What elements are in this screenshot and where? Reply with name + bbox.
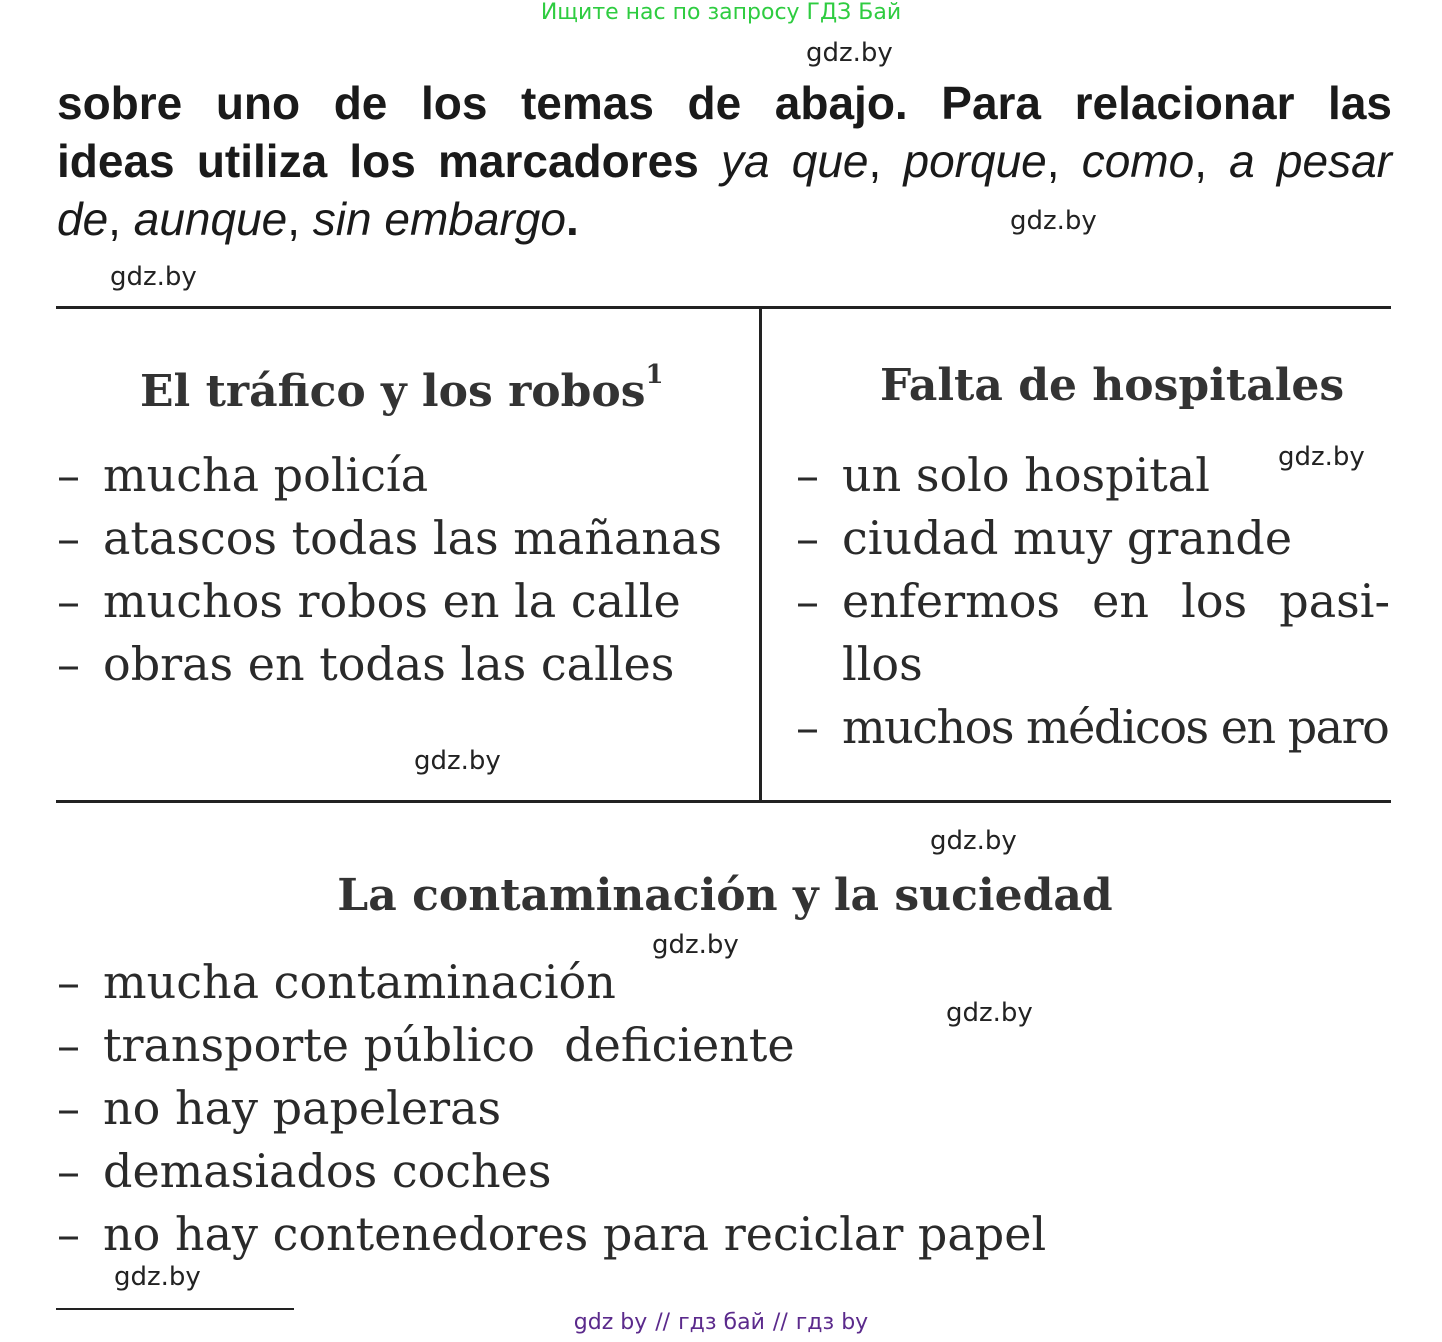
watermark: gdz.by [806,38,893,68]
dash: – [57,574,80,628]
footer [0,1310,1442,1335]
table-bottom-rule [56,800,1391,803]
marker-word: como [1081,135,1195,187]
dash: – [57,1207,80,1261]
comma: , [1194,135,1207,187]
list-item [57,1018,795,1072]
list-item [796,448,1210,502]
comma: , [868,135,882,187]
footer-text: гдз бай [678,1310,765,1335]
marker-word: porque [903,135,1047,187]
marker-word: aunque [133,193,288,245]
list-item-text: mucha policía [103,448,429,502]
list-item [57,1081,501,1135]
watermark: gdz.by [930,826,1017,856]
instruction-line-3 [57,190,579,248]
comma: , [1046,135,1060,187]
watermark: gdz.by [414,746,501,776]
list-item-text: demasiados coches [103,1144,552,1198]
instruction-line-2 [57,132,1392,190]
list-item [57,511,722,565]
list-item-text: no hay contenedores para reciclar papel [103,1207,1047,1261]
list-item-text: ciudad muy grande [842,511,1293,565]
dash: – [796,700,818,754]
top-banner: Ищите нас по запросу ГДЗ Бай [540,0,902,25]
topic-heading-hospitales [880,360,1344,411]
list-item [796,511,1292,565]
watermark: gdz.by [946,998,1033,1028]
list-item [57,448,428,502]
list-item-text: no hay papeleras [103,1081,502,1135]
instruction-line-1 [57,74,1392,132]
list-item-text: obras en todas las calles [103,637,675,691]
topic-heading-trafico [140,360,664,417]
watermark: gdz.by [1010,206,1097,236]
dash: – [57,1144,80,1198]
marker-word: a pesar [1229,135,1392,187]
table-column-divider [759,308,762,802]
instruction-text: ideas utiliza los marcadores [57,135,699,187]
footnote-mark: 1 [645,360,664,390]
dash: – [796,511,819,565]
list-item [57,955,616,1009]
list-item-continuation [842,637,923,691]
list-item-text: mucha contaminación [103,955,616,1009]
dash: – [796,574,819,628]
list-item-text: llos [842,637,923,691]
instruction-text: sobre uno de los temas de abajo. Para relacionar las [57,77,1392,129]
list-item-text: transporte público deficiente [103,1018,795,1072]
dash: – [57,1081,80,1135]
list-item [57,1144,552,1198]
marker-word: ya que [721,135,869,187]
list-item [796,700,1388,754]
marker-word: sin embargo [312,193,566,245]
dash: – [57,1018,80,1072]
list-item [57,637,674,691]
topic-title: La contaminación y la suciedad [337,870,1113,921]
list-item-text: muchos robos en la calle [103,574,681,628]
list-item-text: enfermos en los pasi- [842,574,1390,628]
footer-separator: // [772,1310,788,1335]
watermark: gdz.by [114,1262,201,1292]
list-item [57,574,681,628]
list-item [57,1207,1046,1261]
watermark: gdz.by [652,930,739,960]
list-item-text: muchos médicos en paro [842,700,1389,754]
marker-word: de [57,193,109,245]
watermark: gdz.by [110,262,197,292]
topic-title: Falta de hospitales [880,360,1345,411]
table-top-rule [56,306,1391,309]
list-item-text: atascos todas las mañanas [103,511,723,565]
topic-heading-contaminacion [0,870,1442,921]
period: . [565,193,579,245]
dash: – [57,511,80,565]
footer-separator: // [655,1310,671,1335]
topic-title: El tráfico y los robos [140,366,646,417]
footer-text: gdz by [573,1310,648,1335]
comma: , [287,193,301,245]
list-item [796,574,1390,628]
dash: – [57,637,80,691]
footer-text: гдз by [795,1310,869,1335]
list-item-text: un solo hospital [842,448,1210,502]
dash: – [57,955,80,1009]
dash: – [57,448,80,502]
dash: – [796,448,819,502]
watermark: gdz.by [1278,442,1365,472]
comma: , [108,193,121,245]
